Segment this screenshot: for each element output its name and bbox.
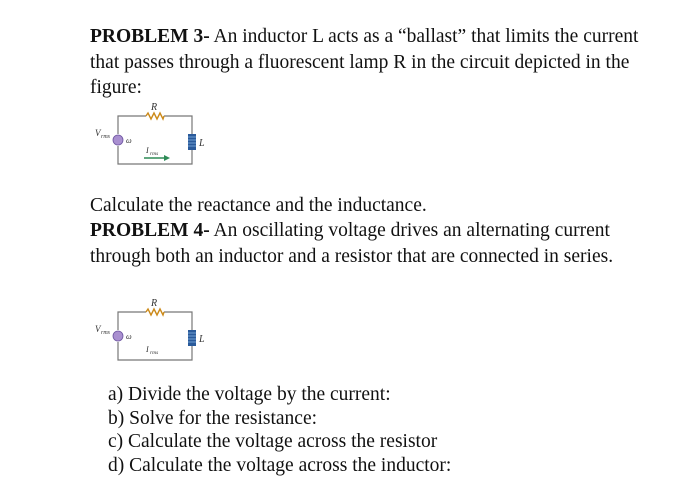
inductor-label: L bbox=[199, 138, 205, 149]
omega-label: ω bbox=[126, 136, 132, 145]
step-list bbox=[108, 383, 451, 477]
step-a: a) Divide the voltage by the current: bbox=[108, 384, 391, 405]
omega-label: ω bbox=[126, 332, 132, 341]
voltage-subscript: rms bbox=[101, 330, 111, 336]
circuit-wire bbox=[164, 312, 192, 330]
voltage-subscript: rms bbox=[101, 134, 111, 140]
circuit-wire bbox=[118, 116, 146, 134]
circuit-diagram-2 bbox=[88, 296, 228, 368]
resistor-label: R bbox=[151, 298, 158, 309]
inductor-coil bbox=[188, 134, 196, 150]
current-subscript: rms bbox=[150, 151, 159, 157]
inductor-label: L bbox=[199, 334, 205, 345]
resistor-symbol bbox=[146, 309, 164, 315]
calculate-instruction: Calculate the reactance and the inductance. bbox=[90, 195, 427, 216]
voltage-label: V bbox=[95, 128, 101, 138]
current-label: I bbox=[146, 146, 149, 155]
resistor-label: R bbox=[151, 102, 158, 113]
ac-source-symbol bbox=[113, 135, 123, 145]
problem-4-heading: PROBLEM 4- bbox=[90, 220, 210, 241]
circuit-wire bbox=[164, 116, 192, 134]
step-d: d) Calculate the voltage across the inductor: bbox=[108, 454, 452, 476]
problem-3-text: An inductor L acts as a “ballast” that limits the current that passes through a fluorescent lamp R in the circuit depicted in the figure: bbox=[90, 26, 639, 98]
step-b: b) Solve for the resistance: bbox=[108, 407, 318, 429]
problem-4-text: An oscillating voltage drives an alternating current through both an inductor and a resistor that are connected in series. bbox=[90, 220, 614, 267]
problem-4-statement bbox=[90, 218, 660, 269]
circuit-diagram-1 bbox=[88, 100, 228, 172]
current-subscript: rms bbox=[150, 350, 159, 356]
problem-3-heading: PROBLEM 3- bbox=[90, 26, 210, 47]
problem-3-statement bbox=[90, 24, 660, 101]
circuit-wire bbox=[118, 312, 146, 330]
ac-source-symbol bbox=[113, 331, 123, 341]
voltage-label: V bbox=[95, 324, 101, 334]
current-label: I bbox=[146, 345, 149, 354]
step-c: c) Calculate the voltage across the resistor bbox=[108, 431, 438, 452]
resistor-symbol bbox=[146, 113, 164, 119]
inductor-coil bbox=[188, 330, 196, 346]
